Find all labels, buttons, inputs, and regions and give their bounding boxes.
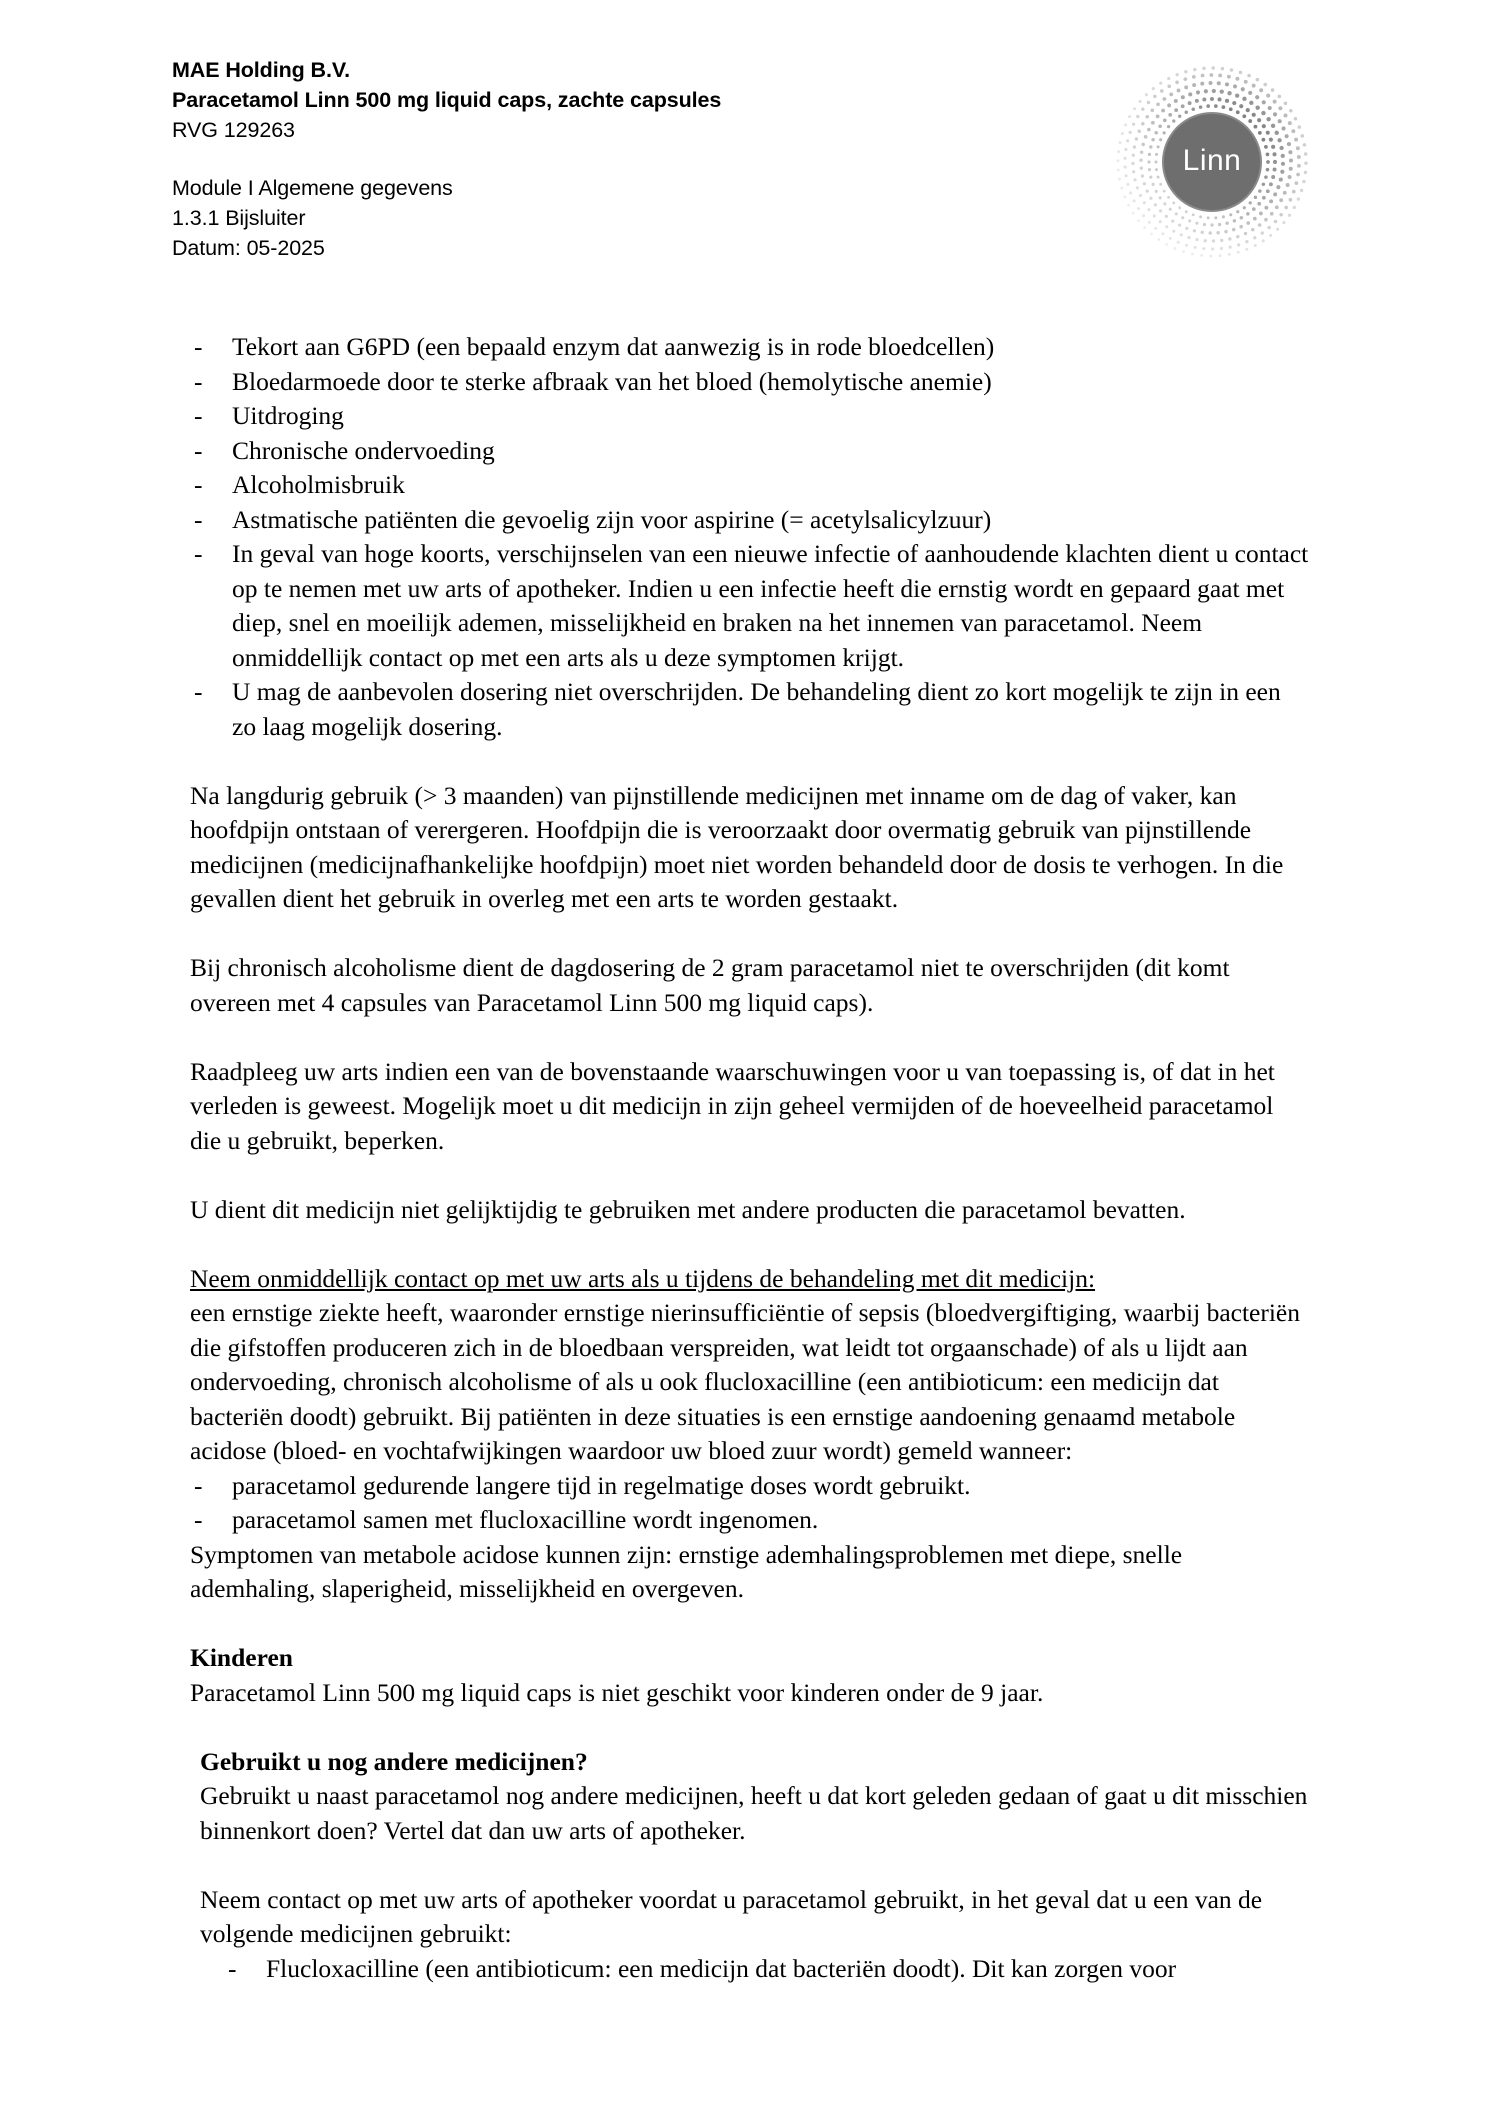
header-company: MAE Holding B.V. xyxy=(172,58,350,82)
andere-medicijnen-section xyxy=(190,1745,1310,1987)
list-item xyxy=(190,503,1310,538)
bullet-dash: - xyxy=(194,1505,203,1534)
bullet-dash: - xyxy=(194,677,203,706)
bullet-dash: - xyxy=(194,366,203,396)
metabole-acidose-bullet-list xyxy=(190,1469,1310,1538)
list-item-text: Astmatische patiënten die gevoelig zijn voor aspirine (= acetylsalicylzuur) xyxy=(232,504,992,534)
list-item xyxy=(190,537,1310,675)
header-section: 1.3.1 Bijsluiter xyxy=(172,206,306,230)
spacer xyxy=(200,1848,1310,1883)
paragraph-gelijktijdig-gebruik: U dient dit medicijn niet gelijktijdig te gebruiken met andere producten die paracetamol bevatten. xyxy=(190,1194,1186,1224)
list-item xyxy=(190,434,1310,469)
spacer xyxy=(190,1227,1310,1262)
list-item xyxy=(190,1503,1310,1538)
header-module: Module I Algemene gegevens xyxy=(172,176,453,200)
spacer xyxy=(190,1020,1310,1055)
spacer xyxy=(190,1158,1310,1193)
contact-section-body: een ernstige ziekte heeft, waaronder ernstige nierinsufficiëntie of sepsis (bloedvergiftiging, waarbij bacteriën die gifstoffen produceren zich in de bloedbaan verspreiden, wat leidt tot orgaanschade) of als u lijdt aan ondervoeding, chronisch alcoholisme of als u ook flucloxacilline (een antibioticum: een medicijn dat bacteriën doodt) gebruikt. Bij patiënten in deze situaties is een ernstige aandoening genaamd metabole acidose (bloed- en vochtafwijkingen waardoor uw bloed zuur wordt) gemeld wanneer: xyxy=(190,1298,1300,1465)
header-product-name: Paracetamol Linn 500 mg liquid caps, zachte capsules xyxy=(172,88,722,112)
list-item xyxy=(200,1952,1310,1987)
list-item-text: In geval van hoge koorts, verschijnselen van een nieuwe infectie of aanhoudende klachten dient u contact op te nemen met uw arts of apotheker. Indien u een infectie heeft die ernstig wordt en gepaard gaat met diep, snel en moeilijk ademen, misselijkheid en braken na het innemen van paracetamol. Neem onmiddellijk contact op met een arts als u deze symptomen krijgt. xyxy=(232,539,1309,672)
bullet-dash: - xyxy=(194,332,203,361)
bullet-dash: - xyxy=(194,504,203,534)
list-item xyxy=(190,468,1310,503)
paragraph-alcoholisme: Bij chronisch alcoholisme dient de dagdosering de 2 gram paracetamol niet te overschrijden (dit komt overeen met 4 capsules van Paracetamol Linn 500 mg liquid caps). xyxy=(190,953,1230,1017)
list-item-text: Alcoholmisbruik xyxy=(232,470,405,499)
list-item xyxy=(190,365,1310,400)
list-item xyxy=(190,330,1310,365)
list-item-text: Tekort aan G6PD (een bepaald enzym dat aanwezig is in rode bloedcellen) xyxy=(232,332,995,361)
andere-medicijnen-body: Gebruikt u naast paracetamol nog andere medicijnen, heeft u dat kort geleden gedaan of gaat u dit misschien binnenkort doen? Vertel dat dan uw arts of apotheker. xyxy=(200,1781,1308,1845)
spacer xyxy=(190,744,1310,779)
header-module-block xyxy=(172,173,1072,263)
linn-logo xyxy=(1112,62,1312,262)
paragraph-raadpleeg-arts: Raadpleeg uw arts indien een van de bovenstaande waarschuwingen voor u van toepassing is, of dat in het verleden is geweest. Mogelijk moet u dit medicijn in zijn geheel vermijden of de hoeveelheid paracetamol die u gebruikt, beperken. xyxy=(190,1056,1275,1155)
list-item-text: Chronische ondervoeding xyxy=(232,435,495,465)
andere-medicijnen-heading: Gebruikt u nog andere medicijnen? xyxy=(200,1746,588,1776)
list-item-text: Flucloxacilline (een antibioticum: een medicijn dat bacteriën doodt). Dit kan zorgen voor xyxy=(266,1953,1177,1983)
medicijnen-bullet-list xyxy=(200,1952,1310,1987)
list-item-text: paracetamol samen met flucloxacilline wordt ingenomen. xyxy=(232,1505,819,1534)
list-item-text: Uitdroging xyxy=(232,401,344,430)
header-date: Datum: 05-2025 xyxy=(172,236,325,260)
bullet-dash: - xyxy=(194,539,203,568)
warnings-bullet-list xyxy=(190,330,1310,744)
list-item xyxy=(190,675,1310,744)
spacer xyxy=(190,917,1310,952)
document-header xyxy=(172,55,1072,263)
contact-section-heading: Neem onmiddellijk contact op met uw arts als u tijdens de behandeling met dit medicijn: xyxy=(190,1263,1096,1293)
logo-text: Linn xyxy=(1182,143,1242,177)
paragraph-symptomen-metabole-acidose: Symptomen van metabole acidose kunnen zijn: ernstige ademhalingsproblemen met diepe, snelle ademhaling, slaperigheid, misselijkheid en overgeven. xyxy=(190,1539,1183,1603)
list-item-text: U mag de aanbevolen dosering niet overschrijden. De behandeling dient zo kort mogelijk te zijn in een zo laag mogelijk dosering. xyxy=(232,677,1281,741)
spacer xyxy=(190,1710,1310,1745)
header-registration-number: RVG 129263 xyxy=(172,118,295,142)
bullet-dash: - xyxy=(194,435,203,465)
list-item-text: Bloedarmoede door te sterke afbraak van het bloed (hemolytische anemie) xyxy=(232,366,992,396)
list-item xyxy=(190,399,1310,434)
andere-medicijnen-intro: Neem contact op met uw arts of apotheker voordat u paracetamol gebruikt, in het geval dat u een van de volgende medicijnen gebruikt: xyxy=(200,1884,1263,1948)
list-item xyxy=(190,1469,1310,1504)
bullet-dash: - xyxy=(194,1470,203,1500)
spacer xyxy=(190,1607,1310,1642)
paragraph-langdurig-gebruik: Na langdurig gebruik (> 3 maanden) van pijnstillende medicijnen met inname om de dag of vaker, kan hoofdpijn ontstaan of verergeren. Hoofdpijn die is veroorzaakt door overmatig gebruik van pijnstillende medicijnen (medicijnafhankelijke hoofdpijn) moet niet worden behandeld door de dosis te verhogen. In die gevallen dient het gebruik in overleg met een arts te worden gestaakt. xyxy=(190,780,1284,913)
list-item-text: paracetamol gedurende langere tijd in regelmatige doses wordt gebruikt. xyxy=(232,1470,971,1500)
bullet-dash: - xyxy=(194,470,203,499)
kinderen-body: Paracetamol Linn 500 mg liquid caps is niet geschikt voor kinderen onder de 9 jaar. xyxy=(190,1677,1044,1707)
logo-core-circle xyxy=(1162,112,1262,212)
kinderen-heading: Kinderen xyxy=(190,1643,293,1672)
bullet-dash: - xyxy=(194,401,203,430)
bullet-dash: - xyxy=(228,1953,237,1983)
document-body xyxy=(190,330,1310,1986)
